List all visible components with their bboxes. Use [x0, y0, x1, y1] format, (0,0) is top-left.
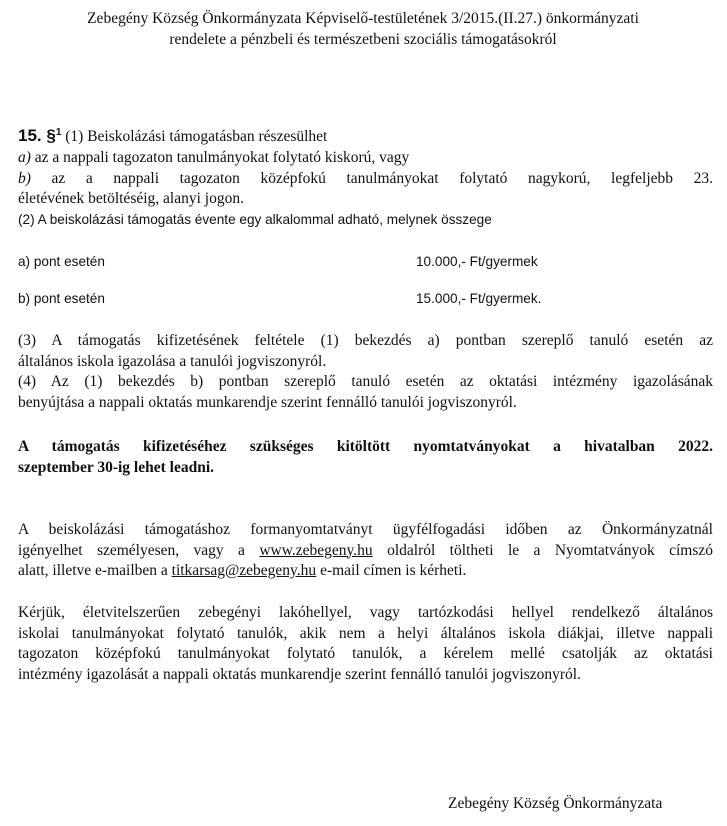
para-2: (2) A beiskolázási támogatás évente egy alkalommal adható, melynek összege: [18, 211, 492, 227]
notice-line-1: A támogatás kifizetéséhez szükséges kitöltött nyomtatványokat a hivatalban 2022.: [18, 438, 713, 455]
signature: Zebegény Község Önkormányzata: [448, 795, 663, 812]
point-b-text-2: életévének betöltéséig, alanyi jogon.: [18, 190, 244, 207]
notice-line-2: szeptember 30-ig lehet leadni.: [18, 458, 215, 476]
footnote-marker: 1: [55, 126, 62, 138]
amount-label-b: b) pont esetén: [18, 291, 105, 306]
email-link[interactable]: titkarsag@zebegeny.hu: [171, 562, 317, 579]
amount-row-b: [18, 291, 713, 311]
point-a: [18, 148, 713, 169]
amount-value-b: 15.000,- Ft/gyermek.: [416, 291, 542, 306]
info-line-3-post: e-mail címen is kérheti.: [316, 562, 467, 579]
point-b-label: b): [18, 169, 31, 187]
point-a-label: a): [18, 149, 31, 166]
amount-row-a: [18, 254, 713, 274]
info-line-3-pre: alatt, illetve e-mailben a: [18, 562, 172, 579]
point-a-text: az a nappali tagozaton tanulmányokat folytató kiskorú, vagy: [30, 149, 410, 166]
info-line-2: [18, 541, 713, 562]
section-mark: 15. §: [18, 126, 56, 145]
deadline-notice: [18, 437, 713, 478]
info-line-2-pre: igényelhet személyesen, vagy a: [18, 541, 260, 559]
amount-label-a: a) pont esetén: [18, 254, 105, 269]
para-4-line-2: benyújtása a nappali oktatás munkarendje szerint fennálló tanulói jogviszonyról.: [18, 393, 517, 411]
info-paragraph: [18, 520, 713, 582]
title-line-2: rendelete a pénzbeli és természetbeni szociális támogatásokról: [169, 31, 557, 48]
point-b-text-1: az a nappali tagozaton középfokú tanulmányokat folytató nagykorú, legfeljebb 23.: [30, 169, 713, 187]
request-line-4: intézmény igazolását a nappali oktatás munkarendje szerint fennálló tanulói jogviszonyról.: [18, 665, 581, 683]
request-line-1: Kérjük, életvitelszerűen zebegényi lakóhellyel, vagy tartózkodási hellyel rendelkező általános: [18, 604, 713, 621]
para1-intro: (1) Beiskolázási támogatásban részesülhet: [61, 128, 328, 145]
info-line-1: A beiskolázási támogatáshoz formanyomtatványt ügyfélfogadási időben az Önkormányzatnál: [18, 521, 713, 538]
para-3-4: [18, 331, 713, 413]
para-4-line-1: (4) Az (1) bekezdés b) pontban szereplő tanuló esetén az oktatási intézmény igazolásának: [18, 373, 713, 390]
title-line-1: Zebegény Község Önkormányzata Képviselő-testületének 3/2015.(II.27.) önkormányzati: [87, 10, 639, 27]
request-paragraph: [18, 603, 713, 685]
para-3-line-1: (3) A támogatás kifizetésének feltétele (1) bekezdés a) pontban szereplő tanuló esetén az: [18, 332, 713, 349]
point-b: [18, 169, 713, 190]
info-line-3: [18, 561, 713, 582]
document-title: [18, 8, 708, 50]
request-line-3: tagozaton középfokú tanulmányokat folytató tanulók, a kérelem mellé csatolják az oktatási: [18, 645, 713, 662]
section-15: [18, 125, 713, 229]
request-line-2: iskolai tanulmányokat folytató tanulók, akik nem a helyi általános iskola diákjai, illetve nappali: [18, 624, 713, 642]
website-link[interactable]: www.zebegeny.hu: [259, 541, 373, 559]
para-3-line-2: általános iskola igazolása a tanulói jogviszonyról.: [18, 352, 327, 370]
amount-value-a: 10.000,- Ft/gyermek: [416, 254, 538, 269]
info-line-2-post: oldalról töltheti le a Nyomtatványok címszó: [372, 541, 713, 559]
